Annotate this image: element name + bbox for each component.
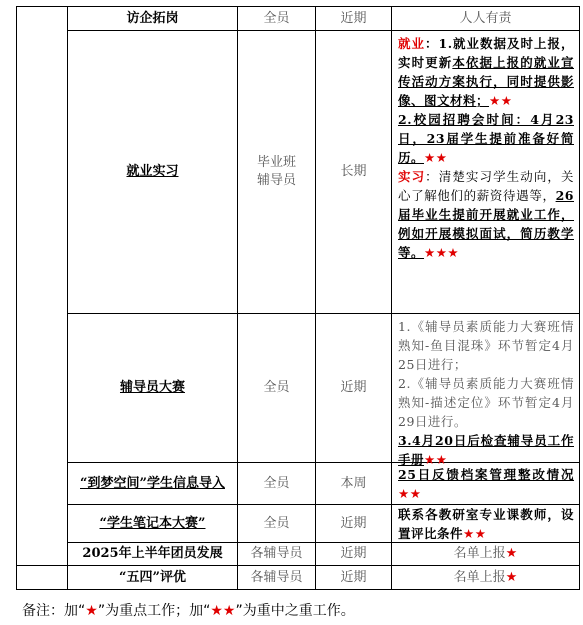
participants-cell: 全员 xyxy=(263,515,290,531)
star-icon: ★★ xyxy=(424,452,448,467)
footnote: 备注：加“★”为重点工作；加“★★”为重中之重工作。 xyxy=(22,603,355,619)
participants-cell: 全员 xyxy=(263,380,290,395)
star-icon: ★★ xyxy=(424,150,448,165)
activity-cell: “学生笔记本大赛” xyxy=(99,515,206,531)
star-icon: ★ xyxy=(505,546,518,561)
period-cell: 近期 xyxy=(340,515,367,531)
table-border-right xyxy=(579,6,580,590)
star-icon: ★ xyxy=(85,603,98,619)
period-cell: 近期 xyxy=(340,569,367,585)
participants-cell: 毕业班辅导员 xyxy=(256,155,296,188)
activity-cell: 2025年上半年团员发展 xyxy=(82,546,223,561)
participants-cell: 全员 xyxy=(263,10,290,26)
responsibility-cell: 25日反馈档案管理整改情况★★ xyxy=(398,467,574,501)
table-border-bottom xyxy=(16,589,580,590)
activity-cell: 访企拓岗 xyxy=(126,10,179,26)
period-cell: 近期 xyxy=(340,10,367,26)
responsibility-cell: 人人有责 xyxy=(459,10,512,26)
activity-cell: “到梦空间”学生信息导入 xyxy=(80,475,225,491)
participants-cell: 全员 xyxy=(263,475,290,491)
col-divider xyxy=(391,6,392,590)
responsibility-cell: 名单上报 ★ xyxy=(453,546,518,561)
star-icon: ★★ xyxy=(489,93,513,108)
period-cell: 长期 xyxy=(340,164,367,179)
period-cell: 近期 xyxy=(340,546,367,561)
col-divider xyxy=(16,6,17,590)
star-icon: ★★★ xyxy=(424,245,460,260)
activity-cell: “五四”评优 xyxy=(119,569,186,585)
work-table xyxy=(16,6,580,590)
star-icon: ★ xyxy=(505,569,518,585)
period-cell: 近期 xyxy=(340,380,367,395)
responsibility-cell: 就业：1.就业数据及时上报，实时更新本依据上报的就业宣传活动方案执行，同时提供影像、图文材料；★★ 2.校园招聘会时间：4月23日，23届学生提前准备好简历。★★ 实习：清楚实习学生动向，关心了解他们的薪资待遇等，26届毕业生提前开展就业工作，例如开展模拟面试，简历教学等。★★★ xyxy=(398,36,574,260)
responsibility-cell: 1.《辅导员素质能力大赛班情熟知-鱼目混珠》环节暂定4月25日进行； 2.《辅导员素质能力大赛班情熟知-描述定位》环节暂定4月29日进行。 3.4月20日后检查辅导员工作手册★★ xyxy=(398,319,574,467)
star-icon: ★★ xyxy=(398,486,422,501)
participants-cell: 各辅导员 xyxy=(250,546,303,561)
participants-cell: 各辅导员 xyxy=(250,569,303,585)
responsibility-cell: 联系各教研室专业课教师，设置评比条件★★ xyxy=(398,507,574,541)
activity-cell: 辅导员大赛 xyxy=(119,380,185,395)
responsibility-cell: 名单上报 ★ xyxy=(453,569,518,585)
star-icon: ★★ xyxy=(463,526,487,541)
period-cell: 本周 xyxy=(340,475,367,491)
star-icon: ★★ xyxy=(210,603,236,619)
activity-cell: 就业实习 xyxy=(126,164,179,179)
